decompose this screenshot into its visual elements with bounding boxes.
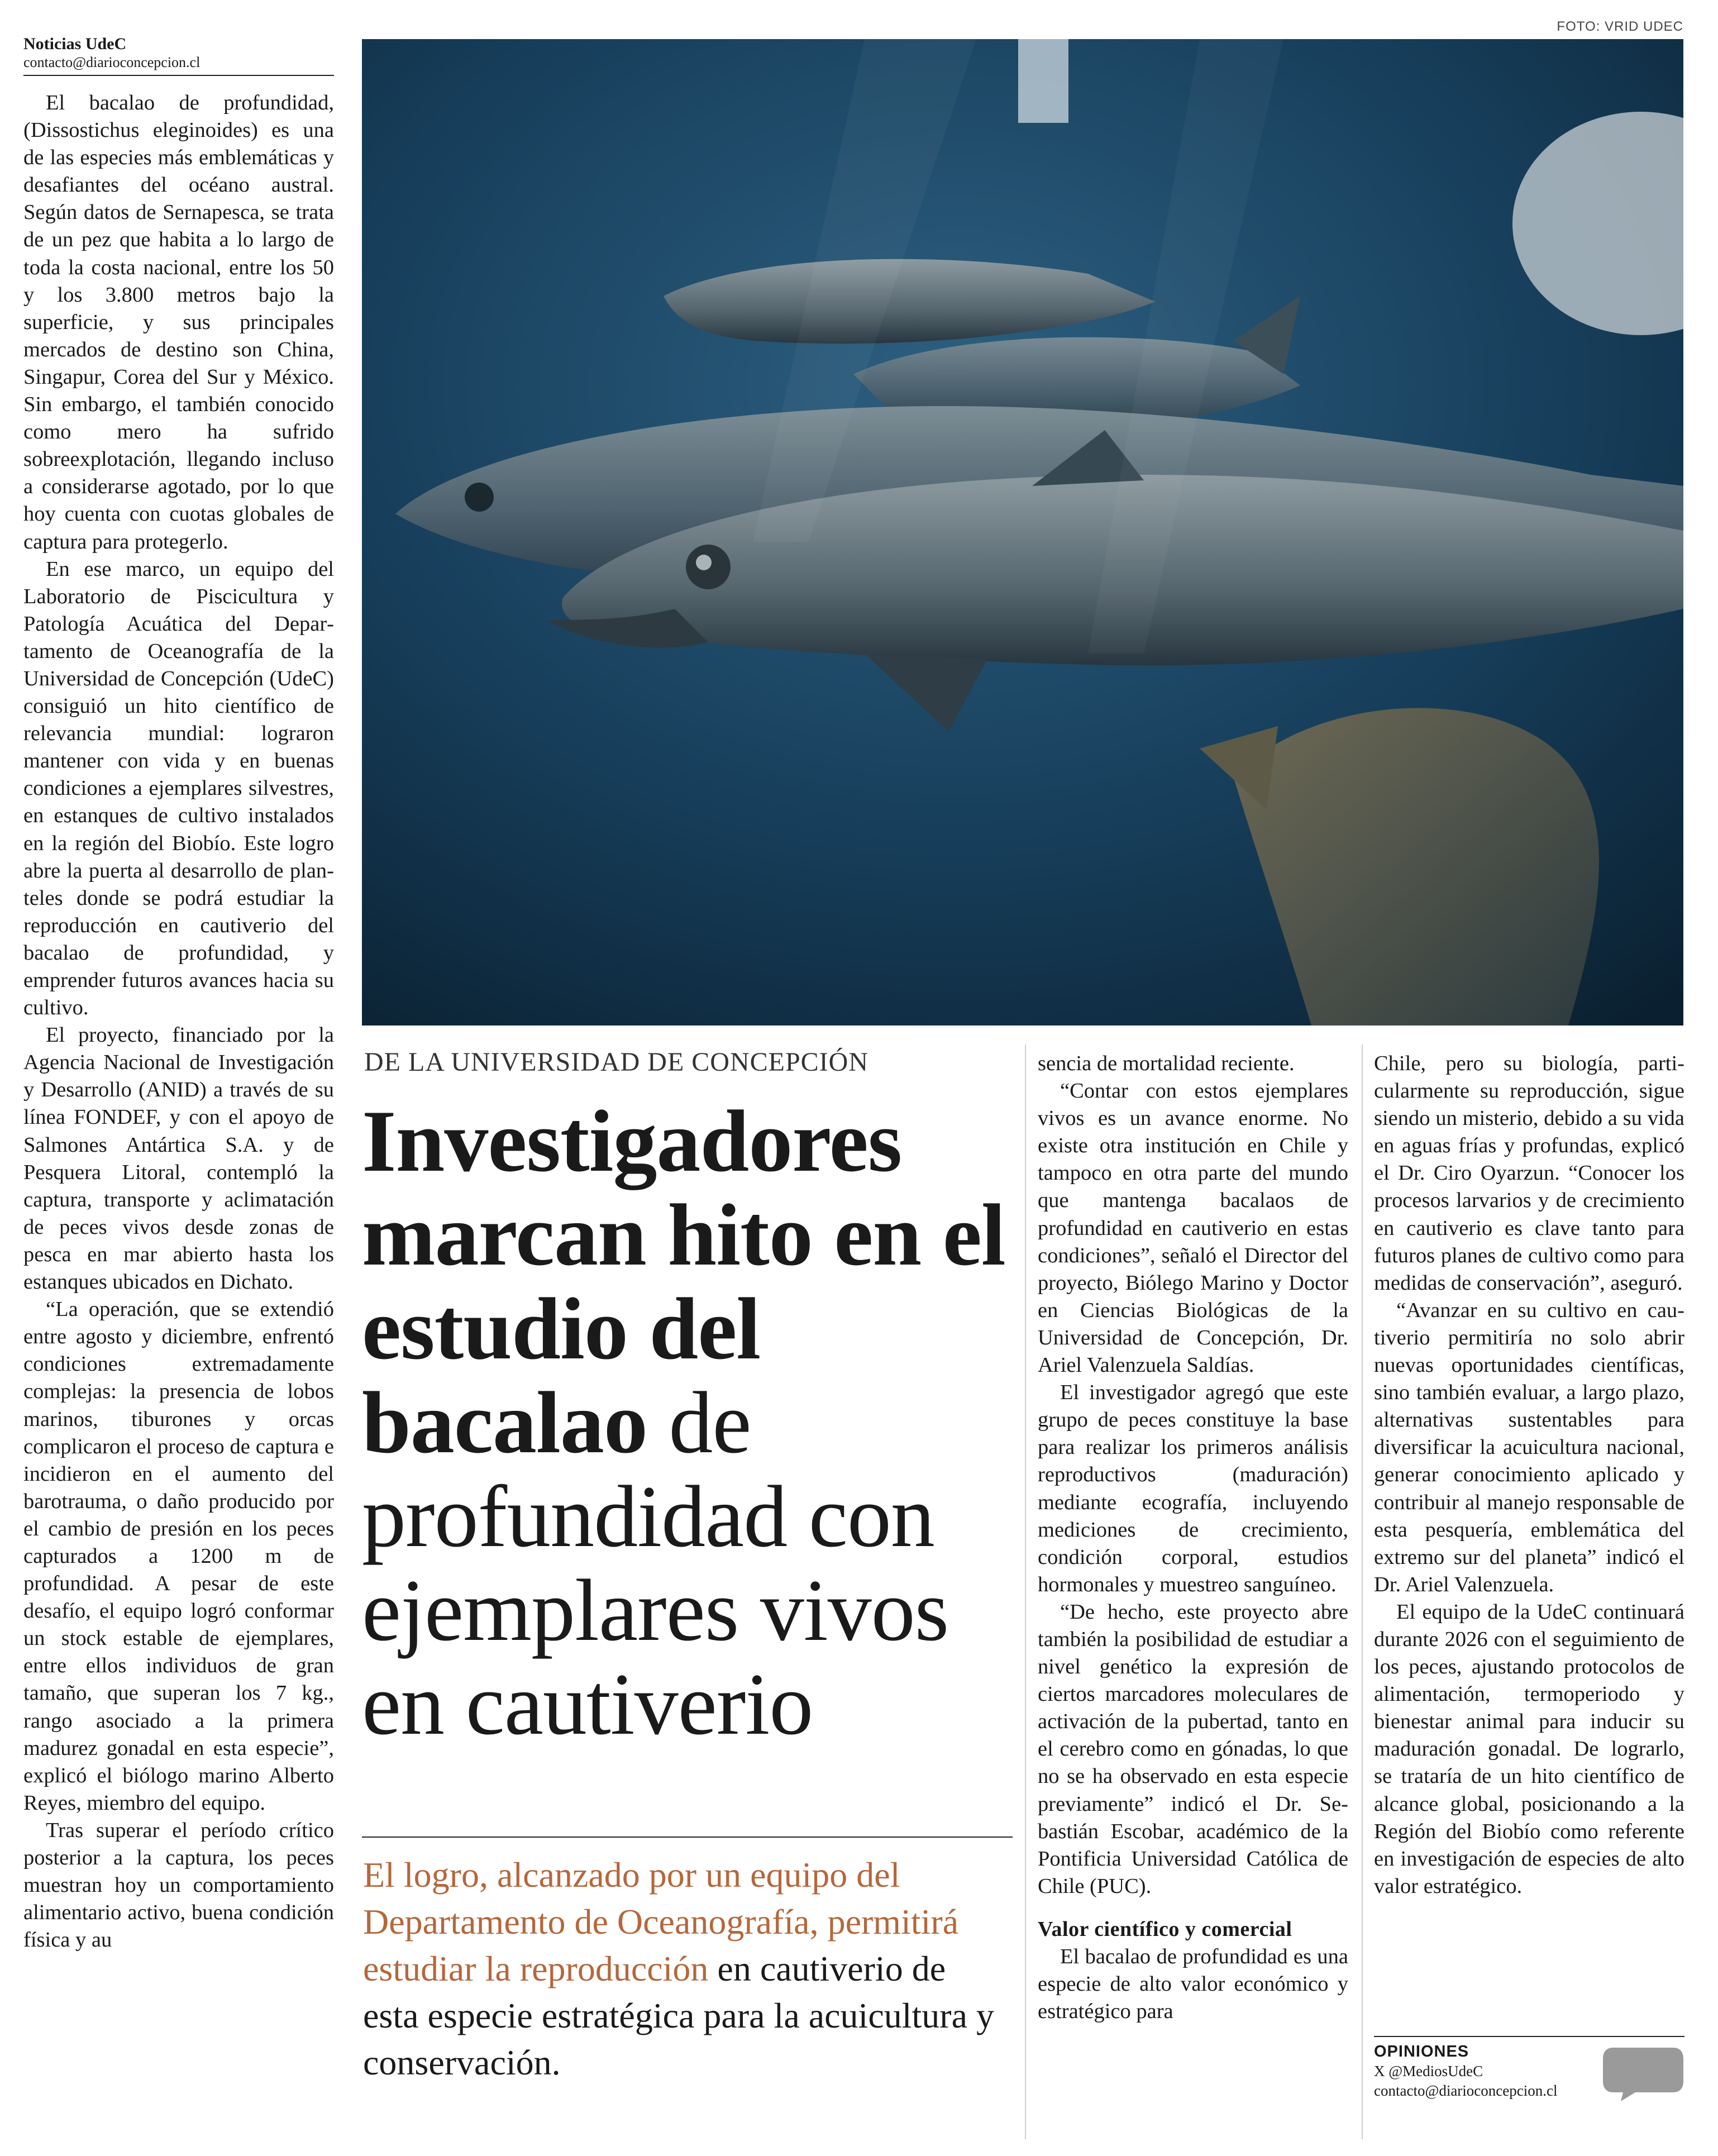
column-divider [1025, 1044, 1026, 2139]
paragraph: “Avanzar en su cultivo en cautiverio permitiría no solo abrir nuevas oportunidades científicas, sino también evaluar, a largo plazo, alternativas sustentables para diversificar la acuicultura nacional, generar conocimiento aplicado y contribuir al manejo responsable de esta pesquería, emblemática del extremo sur del planeta” indicó el Dr. Ariel Valenzuela. [1374, 1298, 1684, 1596]
paragraph: El equipo de la UdeC continuará durante 2026 con el seguimiento de los peces, ajustando protocolos de alimentación, termoperiodo y bienestar animal para inducir su maduración gonadal. De lograrlo, se trataría de un hito científico de alcance global, posicionando a la Región del Biobío como referente en investigación de especies de alto valor estratégico. [1374, 1600, 1684, 1898]
headline-light: de profundidad con ejemplares vivos en cautiverio [362, 1374, 949, 1753]
deck-rest: en cautiverio de esta especie estratégica para la acuicultura y conservación. [363, 1949, 994, 2082]
speech-bubble-icon [1602, 2044, 1684, 2102]
paragraph: “La operación, que se extendió entre agosto y diciembre, enfrentó condiciones extremadamente complejas: la presencia de lobos marinos, tiburones y orcas complicaron el proceso de captura e incidieron en el aumento del barotrauma, o daño producido por el cambio de presión en los peces capturados a 1200 m de profundidad. A pesar de este desafío, el equipo logró conformar un stock estable de ejemplares, entre ellos individuos de gran tamaño, que superan los 7 kg., rango asociado a la primera madurez gonadal en esta especie”, explicó el biólogo marino Alberto Reyes, miembro del equipo. [23, 1298, 334, 1815]
paragraph: sencia de mortalidad reciente. [1038, 1052, 1295, 1075]
opinions-handle[interactable]: X @MediosUdeC [1374, 2063, 1483, 2079]
paragraph: Tras superar el período crítico posterior a la captura, los peces muestran hoy un comportamiento alimentario activo, buena condición física y au [23, 1818, 334, 1952]
fish-tank-illustration [362, 39, 1683, 1025]
article-column-4 [1374, 1050, 1684, 1900]
opinions-rule [1374, 2036, 1684, 2037]
article-kicker: DE LA UNIVERSIDAD DE CONCEPCIÓN [364, 1047, 868, 1077]
paragraph: El bacalao de profundidad es una especie de alto valor económico y estratégico para [1038, 1944, 1348, 2024]
headline-bold: Investigadores marcan hito en el estudio del bacalao [362, 1093, 1005, 1472]
paragraph: El proyecto, financiado por la Agencia Nacional de Investigación y Desarrollo (ANID) a través de su línea FONDEF, y con el apoyo de Salmones Antártica S.A. y de Pesquera Litoral, contempló la captura, transporte y aclimatación de peces vivos desde zonas de pesca en mar abierto hasta los estanques ubicados en Dichato. [23, 1023, 334, 1294]
article-headline [362, 1095, 1032, 1752]
paragraph: “Contar con estos ejemplares vivos es un avance enorme. No existe otra institución en Chile y tampoco en otra parte del mundo que mantenga bacalaos de profundidad en cautiverio en estas condiciones”, señaló el Director del proyecto, Biólego Marino y Doctor en Ciencias Biológicas de la Universidad de Concepción, Dr. Ariel Valenzuela Saldías. [1038, 1079, 1348, 1377]
article-column-3 [1038, 1050, 1348, 2025]
photo-credit: FOTO: VRID UDEC [1557, 19, 1683, 34]
deck-rule [362, 1837, 1013, 1838]
section-subheading: Valor científico y comercial [1038, 1917, 1292, 1941]
column-divider [1362, 1044, 1363, 2139]
article-column-1 [23, 89, 334, 1954]
paragraph: En ese marco, un equipo del Laboratorio de Piscicultura y Patología Acuática del Departamento de Oceanografía de la Universidad de Concepción (UdeC) consiguió un hito científico de relevancia mundial: lograron mantener con vida y en buenas condiciones a ejemplares silvestres, en estanques de cultivo instalados en la región del Biobío. Este logro abre la puerta al desarrollo de planteles donde se podrá estudiar la reproducción en cautiverio del bacalao de profundidad, y emprender futuros avances hacia su cultivo. [23, 557, 334, 1020]
paragraph: “De hecho, este proyecto abre también la posibilidad de estudiar a nivel genético la expresión de ciertos marcadores moleculares de activación de la pubertad, tanto en el cerebro como en gónadas, lo que no se ha observado en esta especie previamente” indicó el Dr. Sebastián Escobar, académico de la Pontificia Universidad Católica de Chile (PUC). [1038, 1600, 1348, 1898]
paragraph: Chile, pero su biología, particularmente su reproducción, sigue siendo un misterio, debido a su vida en aguas frías y profundas, explicó el Dr. Ciro Oyarzun. “Conocer los procesos larvarios y de crecimiento en cautiverio es clave tanto para futuros planes de cultivo como para medidas de conservación”, aseguró. [1374, 1052, 1684, 1295]
section-email[interactable]: contacto@diarioconcepcion.cl [23, 54, 201, 70]
paragraph: El investigador agregó que este grupo de peces constituye la base para realizar los primeros análisis reproductivos (maduración) mediante ecografía, incluyendo mediciones de crecimiento, condición corporal, estudios hormonales y muestreo sanguíneo. [1038, 1381, 1348, 1596]
section-rule [23, 75, 334, 76]
article-deck [363, 1852, 1005, 2086]
opinions-email[interactable]: contacto@diarioconcepcion.cl [1374, 2082, 1558, 2099]
deck-accent: El logro, alcanzado por un equipo del Departamento de Oceanografía, permitirá estudiar la reproducción [363, 1855, 959, 1988]
opinions-title: OPINIONES [1374, 2043, 1469, 2060]
paragraph: El bacalao de profundidad, (Dissostichus eleginoides) es una de las especies más emblemáticas y desafiantes del océano austral. Según datos de Sernapesca, se trata de un pez que habita a lo largo de toda la costa nacional, entre los 50 y los 3.800 metros bajo la superficie, y sus principales mercados de destino son China, Singapur, Corea del Sur y México. Sin embargo, el también conocido como mero ha sufrido sobreexplotación, llegando incluso a considerarse agotado, por lo que hoy cuenta con cuotas globales de captura para protegerlo. [23, 91, 334, 554]
tank-pipe [1018, 39, 1068, 123]
article-photo [362, 39, 1683, 1025]
section-header [23, 35, 334, 71]
section-name: Noticias UdeC [23, 35, 127, 53]
